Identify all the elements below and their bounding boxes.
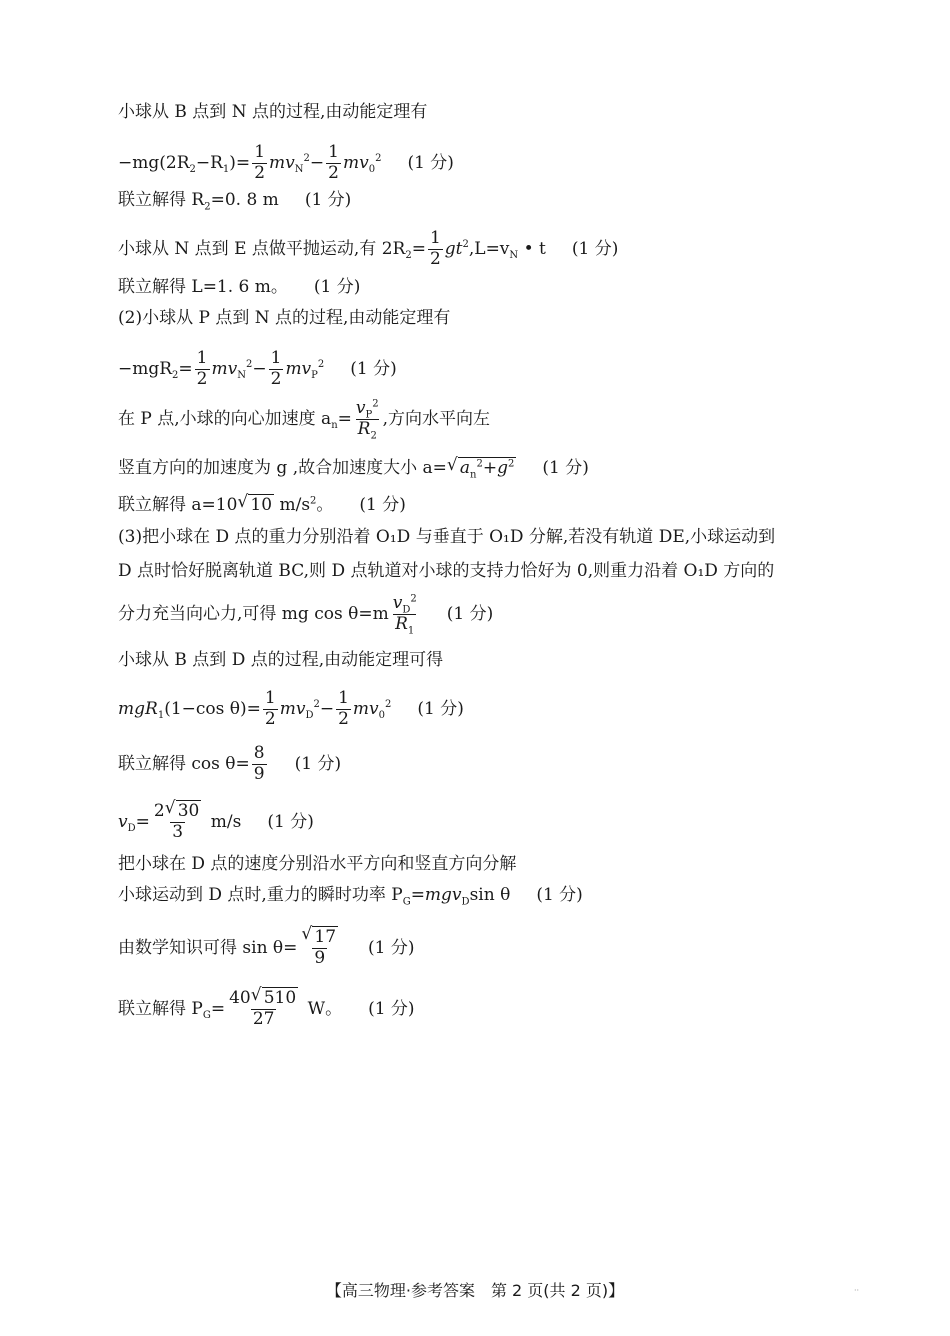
t: 3 <box>172 821 184 842</box>
score-label: (1 分) <box>304 190 352 210</box>
t: G <box>202 1010 211 1022</box>
sqrt-expression <box>250 985 298 1008</box>
line-12 <box>118 563 774 580</box>
t: P <box>311 370 318 382</box>
t: n <box>470 469 477 481</box>
line-08 <box>118 398 491 442</box>
line-18 <box>118 856 516 873</box>
t: 2 <box>317 359 325 371</box>
line-21 <box>118 985 415 1029</box>
t <box>458 457 516 481</box>
fraction-vp2-over-r2 <box>354 398 381 442</box>
line-10 <box>118 492 406 515</box>
fraction-2sqrt30-over-3 <box>152 798 203 842</box>
t: −R <box>195 152 223 173</box>
t: = <box>210 998 226 1019</box>
fraction-half <box>263 690 278 729</box>
t: 1 <box>270 348 282 368</box>
t: D <box>402 604 411 616</box>
t: 2 <box>476 458 483 470</box>
radical-sign: √ <box>237 492 249 512</box>
t: −mg(2R <box>118 152 190 173</box>
t: = <box>135 811 150 832</box>
t: 联立解得 P <box>118 998 203 1019</box>
t: 2 <box>462 239 469 251</box>
score-label: (1 分) <box>368 937 415 958</box>
line-16 <box>118 745 341 784</box>
line-05 <box>118 279 360 296</box>
t: v <box>118 811 128 832</box>
t: 9 <box>253 763 265 784</box>
t: ,方向水平向左 <box>382 408 491 429</box>
line-06 <box>118 310 450 327</box>
t: = <box>178 358 193 379</box>
text: D 点时恰好脱离轨道 BC,则 D 点轨道对小球的支持力恰好为 0,则重力沿着 O₁D 方向的 <box>118 561 775 581</box>
t: 1 <box>196 348 208 368</box>
t: 10 <box>250 495 273 515</box>
t: • t <box>518 238 546 259</box>
fraction-8-9 <box>252 745 267 784</box>
t: 2 <box>303 153 310 165</box>
t: 分力充当向心力,可得 mg cos θ=m <box>118 603 389 624</box>
score-label: (1 分) <box>446 603 494 624</box>
t: 2 <box>204 201 211 213</box>
t: 2 <box>372 398 379 410</box>
t: D <box>127 823 136 835</box>
line-11 <box>118 529 775 546</box>
t: 17 <box>314 927 337 947</box>
t: 2 <box>405 250 412 262</box>
t: R <box>357 418 371 439</box>
line-04 <box>118 230 618 269</box>
t: mv <box>279 698 306 719</box>
t: D <box>461 896 470 908</box>
t: − <box>252 358 267 379</box>
t <box>356 418 379 442</box>
t: = <box>337 408 352 429</box>
text: (2)小球从 P 点到 N 点的过程,由动能定理有 <box>118 308 451 328</box>
line-09 <box>118 455 589 481</box>
t: 2 <box>245 359 253 371</box>
t: mgR <box>118 698 158 719</box>
text: 小球从 B 点到 N 点的过程,由动能定理有 <box>118 102 428 122</box>
t: D <box>305 710 314 722</box>
t: =mgv <box>410 885 462 905</box>
t: +g <box>482 458 508 478</box>
t: mv <box>285 358 312 379</box>
t: 在 P 点,小球的向心加速度 a <box>118 408 332 429</box>
t: 1 <box>157 710 165 722</box>
score-label: (1 分) <box>368 998 415 1019</box>
t: 联立解得 L=1. 6 m。 <box>118 277 288 297</box>
t: 27 <box>252 1008 275 1029</box>
sqrt-expression <box>164 798 202 821</box>
t: 9 <box>314 947 326 968</box>
t: 联立解得 cos θ= <box>118 753 250 774</box>
fraction-sqrt17-over-9 <box>299 924 340 968</box>
t: − <box>319 698 335 719</box>
sqrt-expression <box>446 455 516 481</box>
line-13 <box>118 593 494 637</box>
score-label: (1 分) <box>417 698 464 719</box>
fraction-half <box>326 144 341 183</box>
text: 把小球在 D 点的速度分别沿水平方向和竖直方向分解 <box>118 854 517 874</box>
t: mv <box>342 152 369 173</box>
t: 2 <box>375 153 382 165</box>
fraction-half <box>195 350 210 389</box>
fraction-half <box>428 230 443 269</box>
score-label: (1 分) <box>350 358 397 379</box>
score-label: (1 分) <box>542 458 589 478</box>
line-03 <box>118 190 352 213</box>
t: N <box>237 370 246 382</box>
score-label: (1 分) <box>267 811 314 832</box>
t: 2 <box>153 801 165 821</box>
line-14 <box>118 652 443 669</box>
score-label: (1 分) <box>407 152 454 173</box>
t: 联立解得 a=10 <box>118 495 238 515</box>
t: sin θ <box>469 885 511 905</box>
t: 2 <box>196 368 208 389</box>
fraction-40sqrt510-over-27 <box>227 985 300 1029</box>
fraction-half <box>269 350 284 389</box>
text: 小球从 B 点到 D 点的过程,由动能定理可得 <box>118 650 444 670</box>
t: 2 <box>270 368 282 389</box>
radical-sign: √ <box>446 455 458 475</box>
t: N <box>294 164 304 176</box>
t: R <box>395 613 408 634</box>
radical-sign: √ <box>164 798 176 818</box>
t: 1 <box>264 688 276 708</box>
t: ,L=v <box>468 238 510 259</box>
line-19 <box>118 885 583 908</box>
line-07 <box>118 350 397 389</box>
t: v <box>355 398 366 418</box>
t: 2 <box>254 162 266 183</box>
score-label: (1 分) <box>294 753 342 774</box>
sqrt-expression <box>237 492 274 515</box>
t: 2 <box>410 593 417 605</box>
line-02 <box>118 144 454 183</box>
t: = <box>411 238 426 259</box>
line-20 <box>118 924 415 968</box>
fraction-half <box>252 144 267 183</box>
t: n <box>331 420 338 432</box>
line-01 <box>118 104 427 121</box>
t: 1 <box>222 164 230 176</box>
t: 1 <box>338 688 349 708</box>
line-17 <box>118 798 314 842</box>
t: 2 <box>264 708 276 729</box>
t: 联立解得 R <box>118 190 205 210</box>
t <box>354 400 381 419</box>
t: P <box>365 409 373 421</box>
t: m/s <box>274 495 311 515</box>
t: (1−cos θ)= <box>164 698 261 719</box>
t: mv <box>269 152 295 173</box>
t: 510 <box>263 988 297 1008</box>
t <box>393 613 416 637</box>
radical-sign: √ <box>250 985 262 1005</box>
t: 2 <box>172 370 179 382</box>
t: 小球运动到 D 点时,重力的瞬时功率 P <box>118 885 403 905</box>
t <box>227 985 300 1009</box>
t: 2 <box>328 162 339 183</box>
t: 竖直方向的加速度为 g ,故合加速度大小 a= <box>118 458 447 478</box>
t: mv <box>211 358 238 379</box>
sqrt-expression <box>301 924 338 947</box>
t: 0 <box>378 710 386 722</box>
t: 2 <box>385 699 392 711</box>
t: 30 <box>177 801 200 821</box>
fraction-half <box>336 690 351 729</box>
t: 2 <box>338 708 349 729</box>
t: =0. 8 m <box>210 190 279 210</box>
t: m/s <box>205 811 242 832</box>
t: 8 <box>253 743 265 763</box>
t <box>391 595 419 614</box>
t: 1 <box>254 142 266 162</box>
score-label: (1 分) <box>536 885 583 905</box>
t: 2 <box>313 699 320 711</box>
t: 小球从 N 点到 E 点做平抛运动,有 2R <box>118 238 406 259</box>
t: G <box>402 896 411 908</box>
score-label: (1 分) <box>313 277 361 297</box>
t: v <box>392 593 403 613</box>
t: mv <box>352 698 379 719</box>
t: a <box>459 458 471 478</box>
corner-mark: ·· <box>854 1286 860 1295</box>
score-label: (1 分) <box>571 238 619 259</box>
t: 2 <box>310 495 317 507</box>
t: 40 <box>229 988 251 1008</box>
t: 0 <box>368 164 376 176</box>
t: − <box>309 152 325 173</box>
t: −mgR <box>118 358 173 379</box>
t: 1 <box>407 625 415 637</box>
t: 2 <box>370 430 377 442</box>
t: 2 <box>189 164 196 176</box>
t <box>152 798 203 822</box>
t: )= <box>229 152 251 173</box>
fraction-vd2-over-r1 <box>391 593 419 637</box>
t: 2 <box>429 248 441 269</box>
t: 1 <box>429 228 441 248</box>
t: W。 <box>302 998 343 1019</box>
radical-sign: √ <box>301 924 313 944</box>
t: N <box>509 250 519 262</box>
t: 1 <box>328 142 339 162</box>
t: gt <box>444 238 463 259</box>
t: 2 <box>508 458 515 470</box>
text: (3)把小球在 D 点的重力分别沿着 O₁D 与垂直于 O₁D 分解,若没有轨道 DE,小球运动到 <box>118 527 776 547</box>
line-15 <box>118 690 464 729</box>
score-label: (1 分) <box>359 495 406 515</box>
page-footer: 【高三物理·参考答案 第 2 页(共 2 页)】 <box>325 1281 625 1300</box>
t <box>299 924 340 948</box>
t: 。 <box>316 495 334 515</box>
t: 由数学知识可得 sin θ= <box>118 937 298 958</box>
